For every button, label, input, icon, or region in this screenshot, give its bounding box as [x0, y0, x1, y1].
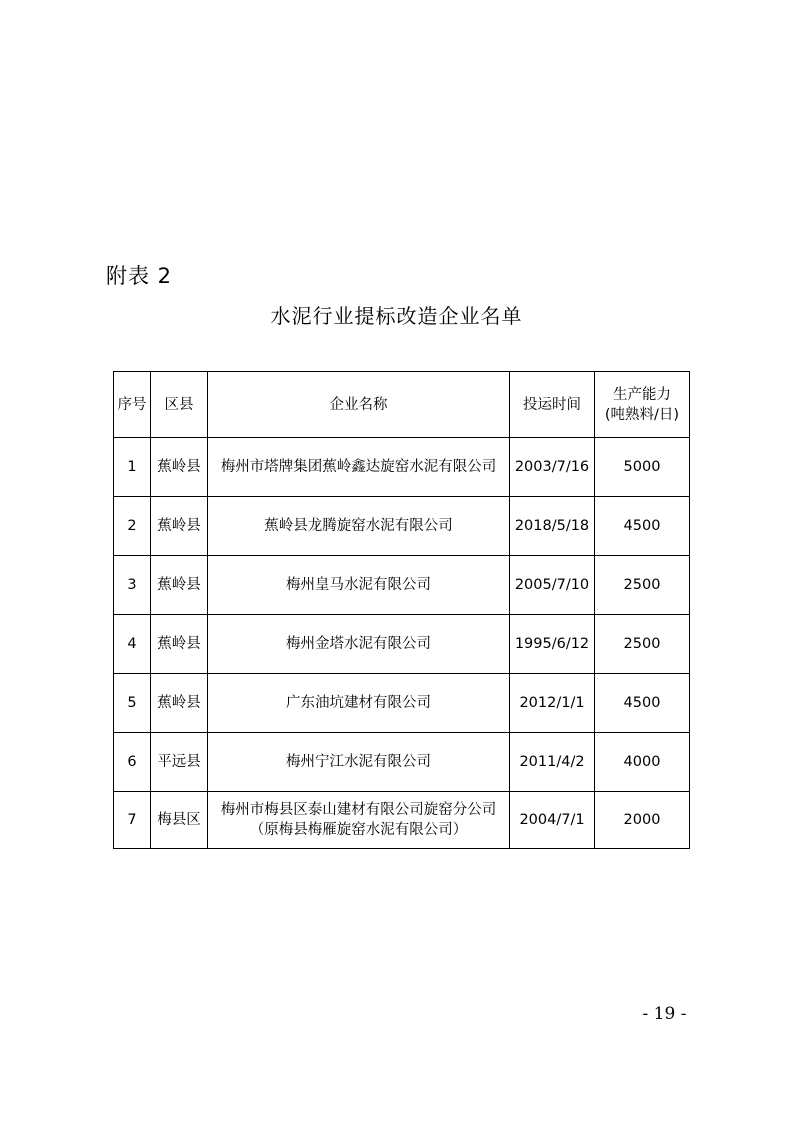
cell-capacity: 4000: [595, 733, 690, 792]
table-row: [114, 792, 690, 849]
cell-capacity: 2500: [595, 556, 690, 615]
cell-district: 蕉岭县: [151, 556, 208, 615]
cell-district: 蕉岭县: [151, 615, 208, 674]
cell-company: 梅州市塔牌集团蕉岭鑫达旋窑水泥有限公司: [208, 438, 510, 497]
header-index: 序号: [114, 372, 151, 438]
cell-index: 1: [114, 438, 151, 497]
cell-district: 梅县区: [151, 792, 208, 849]
document-title: 水泥行业提标改造企业名单: [270, 304, 523, 328]
table-row: [114, 556, 690, 615]
cell-company-line1: 梅州市梅县区泰山建材有限公司旋窑分公司: [220, 802, 497, 818]
cell-start-date: 2003/7/16: [510, 438, 595, 497]
table-row: [114, 615, 690, 674]
cell-index: 2: [114, 497, 151, 556]
cell-company: 梅州宁江水泥有限公司: [208, 733, 510, 792]
table-row: [114, 438, 690, 497]
cell-index: 3: [114, 556, 151, 615]
cell-district: 蕉岭县: [151, 497, 208, 556]
cell-start-date: 1995/6/12: [510, 615, 595, 674]
cell-company: 梅州金塔水泥有限公司: [208, 615, 510, 674]
cell-company: [208, 792, 510, 849]
cell-company-line2: （原梅县梅雁旋窑水泥有限公司）: [249, 822, 468, 838]
company-list-table: [113, 371, 690, 849]
cell-company: 蕉岭县龙腾旋窑水泥有限公司: [208, 497, 510, 556]
header-start-date: 投运时间: [510, 372, 595, 438]
appendix-label: 附表 2: [106, 264, 173, 288]
cell-index: 7: [114, 792, 151, 849]
page-number: - 19 -: [642, 1004, 687, 1024]
table-row: [114, 674, 690, 733]
cell-capacity: 5000: [595, 438, 690, 497]
cell-index: 5: [114, 674, 151, 733]
cell-district: 平远县: [151, 733, 208, 792]
cell-start-date: 2012/1/1: [510, 674, 595, 733]
cell-capacity: 4500: [595, 674, 690, 733]
cell-start-date: 2005/7/10: [510, 556, 595, 615]
header-capacity: [595, 372, 690, 438]
cell-district: 蕉岭县: [151, 438, 208, 497]
cell-start-date: 2004/7/1: [510, 792, 595, 849]
cell-index: 6: [114, 733, 151, 792]
table-row: [114, 497, 690, 556]
table-row: [114, 733, 690, 792]
header-capacity-line2: (吨熟料/日): [604, 406, 680, 423]
cell-company: 广东油坑建材有限公司: [208, 674, 510, 733]
header-company: 企业名称: [208, 372, 510, 438]
cell-index: 4: [114, 615, 151, 674]
cell-district: 蕉岭县: [151, 674, 208, 733]
table-header-row: [114, 372, 690, 438]
cell-start-date: 2018/5/18: [510, 497, 595, 556]
header-capacity-line1: 生产能力: [613, 386, 671, 403]
cell-capacity: 2000: [595, 792, 690, 849]
header-district: 区县: [151, 372, 208, 438]
cell-capacity: 2500: [595, 615, 690, 674]
cell-start-date: 2011/4/2: [510, 733, 595, 792]
cell-company: 梅州皇马水泥有限公司: [208, 556, 510, 615]
cell-capacity: 4500: [595, 497, 690, 556]
